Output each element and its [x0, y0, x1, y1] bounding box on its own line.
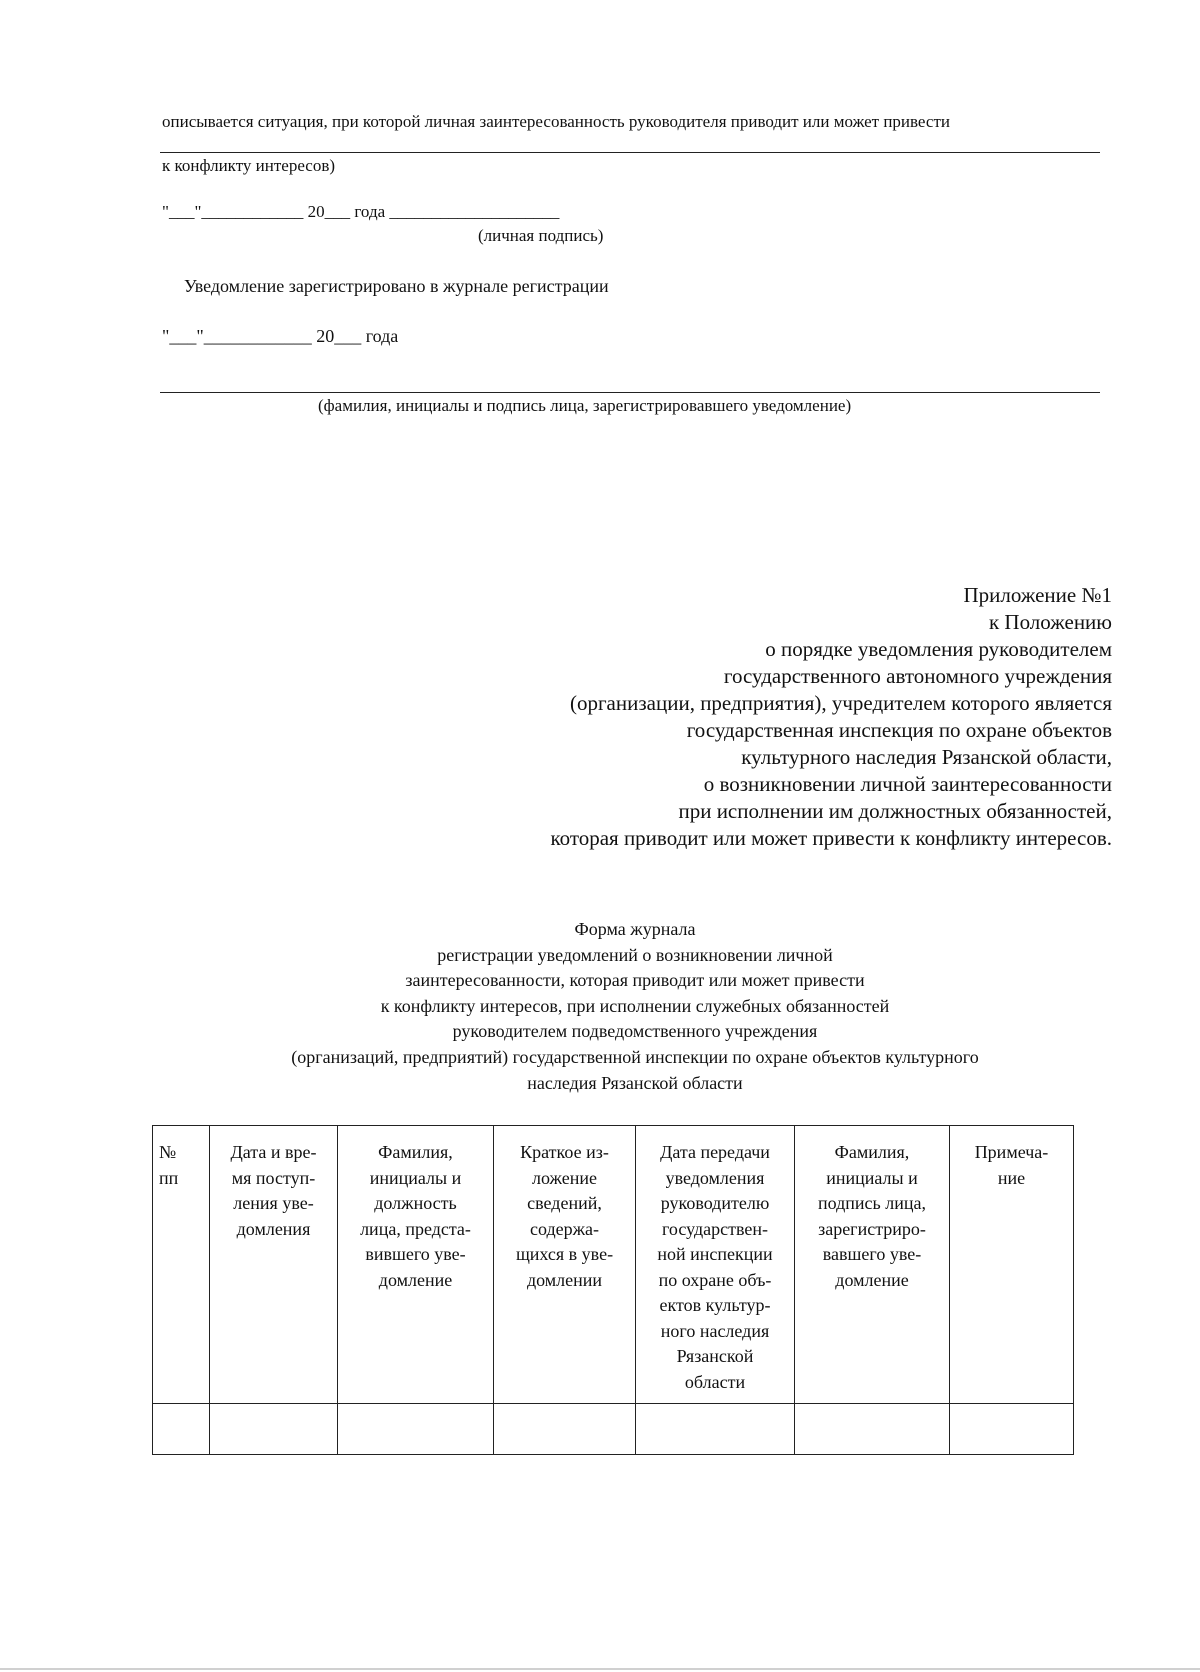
appendix-line: при исполнении им должностных обязанностей, [678, 799, 1112, 823]
situation-text-cont: к конфликту интересов) [162, 156, 336, 175]
appendix-line: государственная инспекция по охране объектов [686, 718, 1112, 742]
table-cell [795, 1404, 950, 1455]
appendix-header [212, 582, 1112, 852]
situation-underline [160, 152, 1100, 153]
table-cell [636, 1404, 795, 1455]
form-title-line: руководителем подведомственного учреждения [452, 1021, 818, 1042]
form-title-line: к конфликту интересов, при исполнении служебных обязанностей [380, 995, 890, 1016]
appendix-line: государственного автономного учреждения [723, 664, 1112, 688]
header-registrar: Фамилия, инициалы и подпись лица, зарегистриро- вавшего уве- домление [795, 1126, 950, 1404]
header-received-date: Дата и вре- мя поступ- ления уве- домления [210, 1126, 338, 1404]
table-row [153, 1404, 1074, 1455]
header-summary: Краткое из- ложение сведений, содержа- щихся в уве- домлении [494, 1126, 636, 1404]
header-note: Примеча- ние [950, 1126, 1074, 1404]
table-cell [338, 1404, 494, 1455]
appendix-line: культурного наследия Рязанской области, [741, 745, 1112, 769]
date-line-1: "___"____________ 20___ года ____________________ [162, 202, 560, 221]
form-title-line: наследия Рязанской области [527, 1072, 743, 1093]
registrar-underline [160, 392, 1100, 393]
table-cell [950, 1404, 1074, 1455]
header-number: № пп [153, 1126, 210, 1404]
form-title-line: Форма журнала [574, 919, 696, 939]
table-cell [210, 1404, 338, 1455]
appendix-line: о порядке уведомления руководителем [765, 637, 1112, 661]
table-cell [494, 1404, 636, 1455]
registered-text: Уведомление зарегистрировано в журнале регистрации [184, 276, 609, 296]
appendix-line: которая приводит или может привести к конфликту интересов. [550, 826, 1112, 850]
registrar-caption: (фамилия, инициалы и подпись лица, зарегистрировавшего уведомление) [318, 396, 852, 415]
form-title-line: (организаций, предприятий) государственной инспекции по охране объектов культурного [291, 1046, 979, 1067]
signature-caption: (личная подпись) [478, 226, 604, 245]
form-title-line: заинтересованности, которая приводит или может привести [405, 970, 865, 991]
appendix-line: (организации, предприятия), учредителем которого является [569, 691, 1112, 715]
table-cell [153, 1404, 210, 1455]
situation-text: описывается ситуация, при которой личная заинтересованность руководителя приводит или может привести [162, 112, 950, 131]
header-submitter: Фамилия, инициалы и должность лица, предста- вившего уве- домление [338, 1126, 494, 1404]
header-transfer-date: Дата передачи уведомления руководителю государствен- ной инспекции по охране объ- ектов культур- ного наследия Рязанской области [636, 1126, 795, 1404]
appendix-line: Приложение №1 [963, 583, 1112, 607]
table-header-row [153, 1126, 1074, 1404]
journal-table [152, 1125, 1074, 1455]
form-title-line: регистрации уведомлений о возникновении личной [437, 944, 833, 965]
appendix-line: о возникновении личной заинтересованности [703, 772, 1112, 796]
scan-edge-bottom [0, 1668, 1200, 1670]
form-title [130, 917, 1140, 1096]
appendix-line: к Положению [988, 610, 1112, 634]
date-line-2: "___"____________ 20___ года [162, 326, 399, 346]
